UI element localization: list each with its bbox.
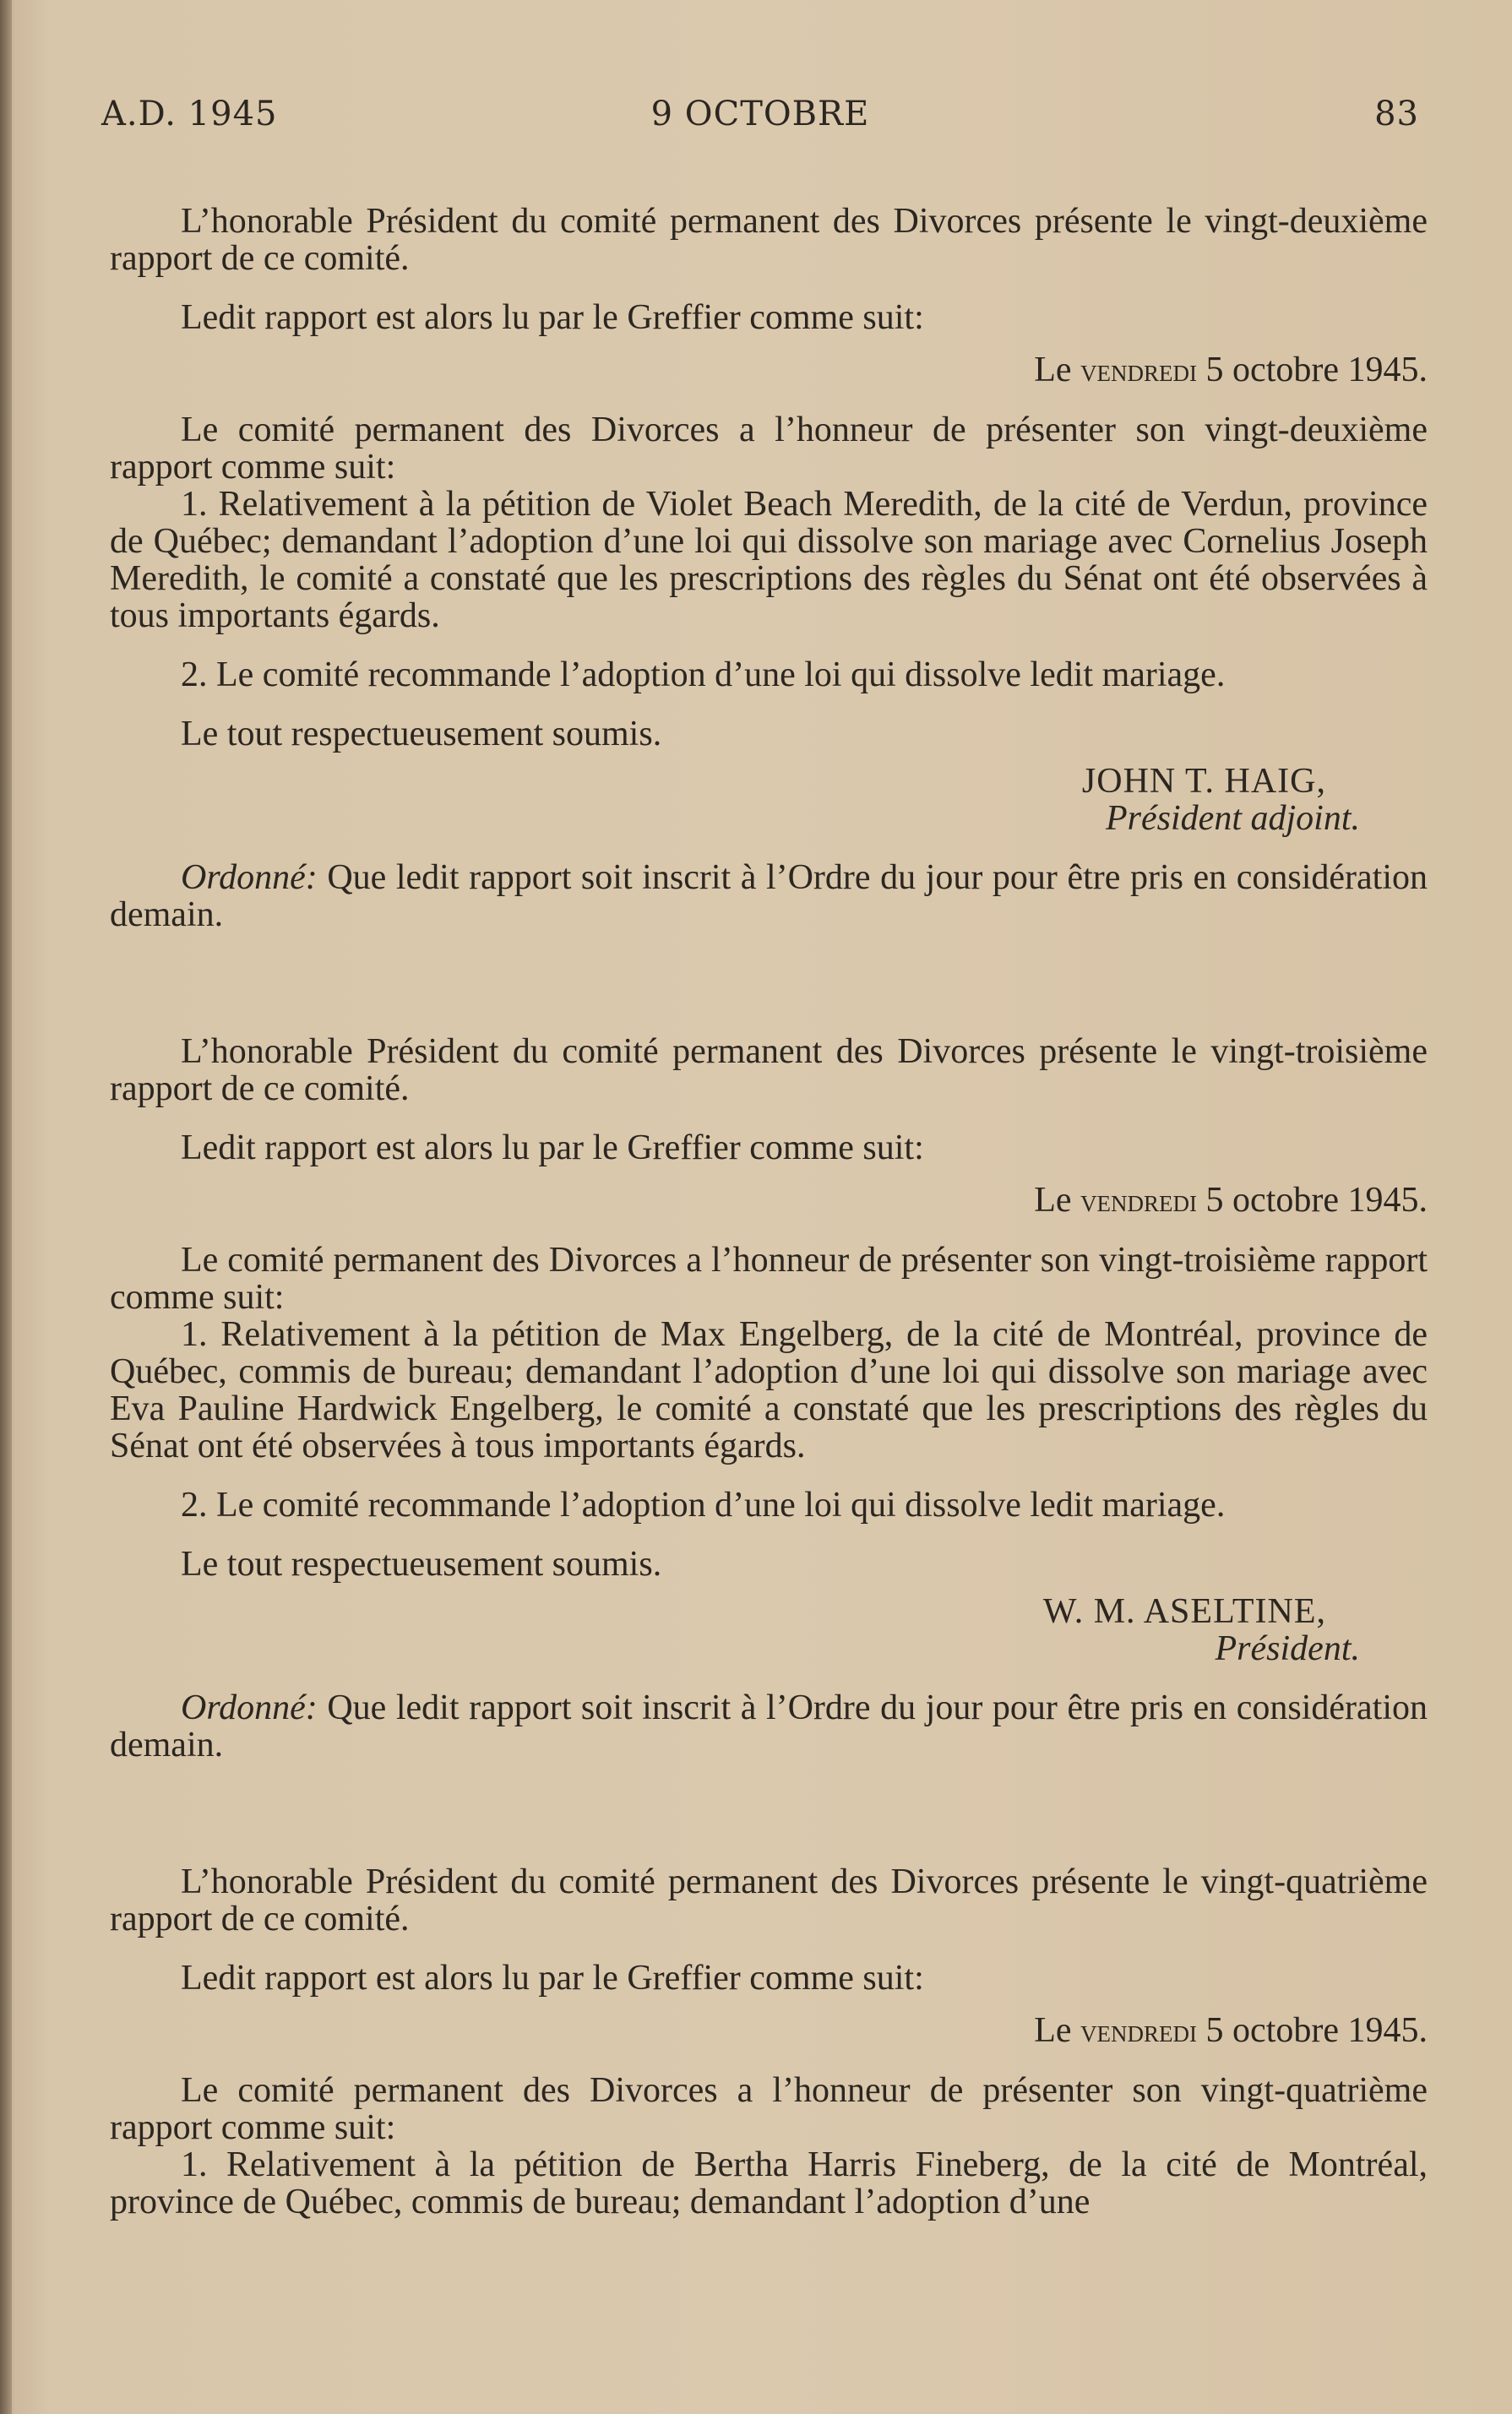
report-item-1: 1. Relativement à la pétition de Violet Beach Meredith, de la cité de Verdun, province de Québec; demandant l’adoption d’une loi qui dissolve son mariage avec Cornelius Joseph Meredith, le comité a constaté que les prescriptions des règles du Sénat ont été observées à tous importants égards. [110, 485, 1428, 635]
order-text: Que ledit rapport soit inscrit à l’Ordre du jour pour être pris en considération demain. [110, 1688, 1428, 1764]
date-rest: 5 octobre 1945. [1205, 351, 1428, 389]
page-content [110, 203, 1428, 2221]
page-binding-edge [0, 0, 12, 2414]
page-header [101, 95, 1419, 137]
report-intro-paragraph: L’honorable Président du comité permanent des Divorces présente le vingt-troisième rapport de ce comité. [110, 1032, 1428, 1108]
report-section-22 [110, 203, 1428, 933]
report-date [110, 2012, 1428, 2050]
order-text: Que ledit rapport soit inscrit à l’Ordre du jour pour être pris en considération demain. [110, 858, 1428, 934]
order-paragraph [110, 1689, 1428, 1764]
date-day: vendredi [1080, 2014, 1198, 2049]
report-item-2: 2. Le comité recommande l’adoption d’une loi qui dissolve ledit mariage. [181, 655, 1226, 694]
report-intro-paragraph: L’honorable Président du comité permanent des Divorces présente le vingt-deuxième rapport de ce comité. [110, 202, 1428, 278]
report-item-1: 1. Relativement à la pétition de Max Engelberg, de la cité de Montréal, province de Québec, commis de bureau; demandant l’adoption d’une loi qui dissolve son mariage avec Eva Pauline Hardwick Engelberg, le comité a constaté que les prescriptions des règles du Sénat ont été observées à tous importants égards. [110, 1315, 1428, 1465]
date-rest: 5 octobre 1945. [1205, 2011, 1428, 2050]
date-prefix: Le [1034, 1181, 1072, 1220]
page-number: 83 [1374, 95, 1419, 133]
report-section-24 [110, 1863, 1428, 2221]
signature-block [110, 1593, 1428, 1667]
closing-line: Le tout respectueusement soumis. [181, 1545, 662, 1584]
report-item-2: 2. Le comité recommande l’adoption d’une loi qui dissolve ledit mariage. [181, 1486, 1226, 1525]
signer-title: Président adjoint. [1106, 799, 1360, 838]
report-intro-paragraph: L’honorable Président du comité permanent des Divorces présente le vingt-quatrième rapport de ce comité. [110, 1862, 1428, 1938]
date-prefix: Le [1034, 2011, 1072, 2050]
read-statement: Ledit rapport est alors lu par le Greffier comme suit: [181, 1128, 924, 1167]
order-paragraph [110, 859, 1428, 933]
signer-title: Président. [1215, 1629, 1360, 1668]
signer-name: JOHN T. HAIG, [1081, 762, 1326, 801]
signer-name: W. M. ASELTINE, [1042, 1592, 1326, 1631]
report-section-23 [110, 1033, 1428, 1764]
read-statement: Ledit rapport est alors lu par le Greffier comme suit: [181, 1959, 924, 1998]
report-body-intro: Le comité permanent des Divorces a l’honneur de présenter son vingt-troisième rapport comme suit: [110, 1241, 1428, 1317]
date-day: vendredi [1080, 1183, 1198, 1219]
report-body-intro: Le comité permanent des Divorces a l’honneur de présenter son vingt-quatrième rapport comme suit: [110, 2071, 1428, 2147]
header-date: 9 OCTOBRE [650, 95, 870, 133]
report-item-1: 1. Relativement à la pétition de Bertha Harris Fineberg, de la cité de Montréal, province de Québec, commis de bureau; demandant l’adoption d’une [110, 2145, 1428, 2221]
report-date [110, 1182, 1428, 1220]
date-day: vendredi [1080, 353, 1198, 389]
header-year: A.D. 1945 [101, 95, 278, 133]
order-label: Ordonné: [181, 1688, 318, 1727]
closing-line: Le tout respectueusement soumis. [181, 715, 662, 753]
report-date [110, 351, 1428, 389]
report-body-intro: Le comité permanent des Divorces a l’honneur de présenter son vingt-deuxième rapport comme suit: [110, 410, 1428, 487]
signature-block [110, 763, 1428, 837]
date-prefix: Le [1034, 351, 1072, 389]
date-rest: 5 octobre 1945. [1205, 1181, 1428, 1220]
read-statement: Ledit rapport est alors lu par le Greffier comme suit: [181, 298, 924, 337]
order-label: Ordonné: [181, 858, 318, 897]
